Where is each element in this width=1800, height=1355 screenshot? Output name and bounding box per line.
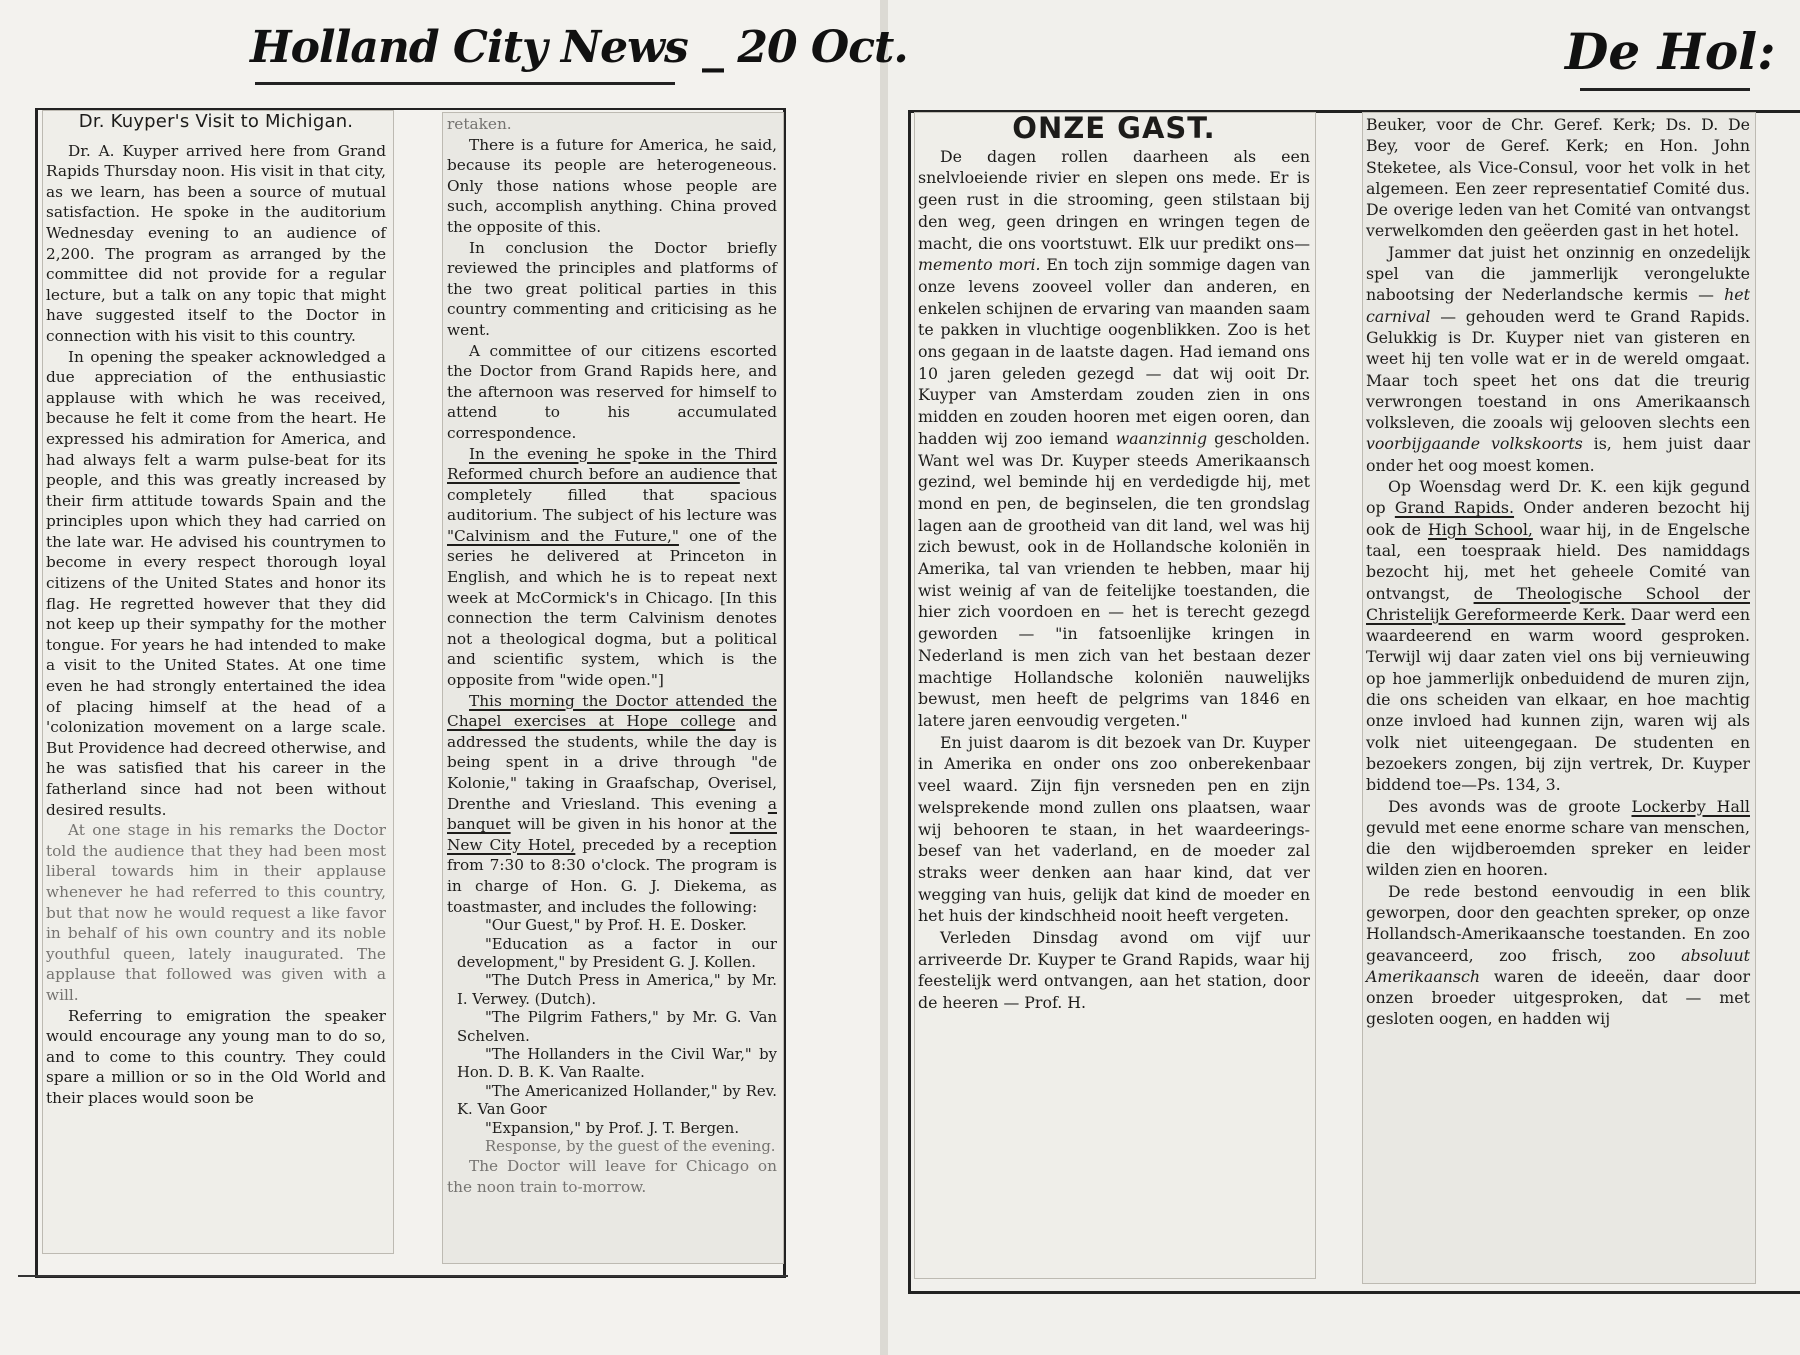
underlined-phrase: Lockerby Hall (1631, 796, 1750, 816)
book-gutter (880, 0, 888, 1355)
list-item: Response, by the guest of the evening. (485, 1138, 776, 1156)
article-column (1366, 114, 1750, 1030)
article-paragraph: Referring to emigration the speaker would encourage any young man to do so, and to come to this country. They could spare a million or so in the Old World and their places would soon be (46, 1006, 386, 1107)
underlined-phrase: a banquet (447, 794, 777, 834)
text-run: will be given in his honor (510, 815, 730, 834)
list-item: "Our Guest," by Prof. H. E. Dosker. (485, 917, 747, 935)
list-item: "The Hollanders in the Civil War," by Hon. D. B. K. Van Raalte. (457, 1046, 777, 1082)
article-paragraph (1366, 881, 1750, 1030)
article-paragraph: In opening the speaker acknowledged a due appreciation of the enthusiastic applause with which he was received, because he felt it come from the heart. He expressed his admiration for America, and had always felt a warm pulse-beat for its people, and this was greatly increased by their firm attitude towards Spain and the principles upon which they had carried on the late war. He advised his countrymen to become in every respect thorough loyal citizens of the United States and honor its flag. He regretted however that they did not keep up their sympathy for the mother tongue. For years he had intended to make a visit to the United States. At one time even he had strongly entertained the idea of placing himself at the head of a 'colonization movement on a large scale. But Providence had decreed otherwise, and he was satisfied that his career in the fatherland since had not been without desired results. (46, 347, 386, 819)
article-column (447, 114, 777, 1198)
text-run: and addressed the students, while the day is being spent in a drive through "de Kolonie," taking in Graafschap, Overisel, Drenthe and Vriesland. This evening (447, 712, 777, 813)
italic-phrase: waanzinnig (1115, 428, 1208, 448)
underlined-phrase: "Calvinism and the Future," (447, 526, 679, 545)
text-run: — gehouden werd te Grand Rapids. Gelukkig is Dr. Kuyper niet van gisteren en weet hij ten volle wat er in de wereld omgaat. Maar toch speet het ons dat die treurig verwrongen toestand in ons Amerikaansch volksleven, die zooals wij gelooven slechts een (1366, 306, 1750, 433)
article-headline: ONZE GAST. (1012, 111, 1216, 145)
article-paragraph (1366, 242, 1750, 476)
text-run: waar hij, in de Engelsche taal, een toespraak hield. Des namiddags bezocht hij, met het geheele Comité van ontvangst, (1366, 519, 1750, 603)
text-run: Op Woensdag werd Dr. K. een kijk gegund op (1366, 477, 1750, 518)
article-paragraph: The Doctor will leave for Chicago on the noon train to-morrow. (447, 1157, 777, 1197)
article-paragraph: There is a future for America, he said, because its people are heterogeneous. Only those nations whose people are such, accomplish anything. China proved the opposite of this. (447, 135, 777, 236)
article-paragraph: At one stage in his remarks the Doctor told the audience that they had been most liberal towards him in their applause whenever he had referred to this country, but that now he would request a like favor in behalf of his own country and its noble youthful queen, lately inaugurated. The applause that followed was given with a will. (46, 821, 386, 1004)
text-run: Daar werd een waardeerend en warm woord gesproken. Terwijl wij daar zaten viel ons bij vernieuwing op hoe jammerlijk onbeduidend de muren zijn, die ons scheiden van elkaar, en hoe machtig onze invloed had kunnen zijn, waren wij als volk niet uiteengegaan. De studenten en bezoekers zongen, bij zijn vertrek, Dr. Kuyper biddend toe—Ps. 134, 3. (1366, 604, 1750, 795)
article-headline: Dr. Kuyper's Visit to Michigan. (78, 111, 354, 132)
text-run: is, hem juist daar onder het oog moest komen. (1366, 434, 1750, 475)
text-run: Des avonds was de groote (1388, 796, 1632, 816)
text-run: En toch zijn sommige dagen van onze levens zooveel voller dan anderen, en enkelen schijnen de ervaring van maanden saam te pakken in vluchtige oogenblikken. Zoo is het ons gegaan in de laatste dagen. Had iemand ons 10 jaren geleden gezegd — dat wij ooit Dr. Kuyper van Amsterdam zouden zien in ons midden en zouden hooren met eigen ooren, dan hadden wij zoo iemand (918, 255, 1310, 448)
text-run: Onder anderen bezocht hij ook de (1366, 498, 1750, 539)
text-run: waren de ideeën, daar door onzen broeder uitgesproken, dat — met gesloten oogen, en hadden wij (1366, 966, 1750, 1029)
text-run: that completely filled that spacious auditorium. The subject of his lecture was (447, 465, 777, 525)
article-paragraph: Beuker, voor de Chr. Geref. Kerk; Ds. D. De Bey, voor de Geref. Kerk; en Hon. John Steketee, als Vice-Consul, voor het volk in het algemeen. Een zeer representatief Comité dus. De overige leden van het Comité van ontvangst verwelkomden den geëerden gast in het hotel. (1366, 115, 1750, 241)
handwritten-source-note-right: De Hol: (1565, 22, 1776, 81)
article-paragraph: In conclusion the Doctor briefly reviewed the principles and platforms of the two great political parties in this country commenting and criticising as he went. (447, 238, 777, 339)
italic-phrase: voorbijgaande volkskoorts (1366, 434, 1583, 454)
list-item: "Expansion," by Prof. J. T. Bergen. (485, 1119, 740, 1137)
underlined-phrase: This morning the Doctor attended the Chapel exercises at Hope college (447, 691, 777, 731)
text-run: De rede bestond eenvoudig in een blik geworpen, door den geachten spreker, op onze Hollandsch-Amerikaansche toestanden. En zoo geavanceerd, zoo frisch, zoo (1366, 881, 1750, 965)
article-paragraph (918, 146, 1310, 732)
article-paragraph (447, 444, 777, 691)
article-paragraph: A committee of our citizens escorted the Doctor from Grand Rapids here, and the afternoon was reserved for himself to attend to his accumulated correspondence. (447, 341, 777, 442)
underlined-phrase: High School, (1427, 519, 1533, 539)
text-run: gescholden. Want wel was Dr. Kuyper steeds Amerikaansch gezind, wel beminde hij en verdedigde hij, met mond en pen, de beginselen, die ten grondslag lagen aan de grootheid van dit land, wel was hij zich bewust, ook in de Hollandsche koloniën in Amerika, tal van vrienden te hebben, maar hij wist weinig af van de feitelijke toestanden, die hier zich voordoen en — het is terecht gezegd geworden — "in fatsoenlijke kringen in Nederland is men zich van het bestaan dezer machtige Hollandsche koloniën nauwelijks bewust, men heeft de pelgrims van 1846 en latere jaren eenvoudig vergeten." (918, 428, 1310, 730)
mount-shadow-line (18, 1275, 788, 1277)
text-run: Jammer dat juist het onzinnig en onzedelijk spel van die jammerlijk verongelukte nabootsing der Nederlandsche kermis — (1366, 242, 1750, 305)
list-item: "The Pilgrim Fathers," by Mr. G. Van Schelven. (457, 1009, 777, 1045)
italic-phrase: memento mori. (918, 255, 1041, 275)
article-paragraph (1366, 796, 1750, 881)
underlined-phrase: at the New City Hotel, (447, 815, 777, 854)
article-column (46, 112, 386, 1109)
article-paragraph: Dr. A. Kuyper arrived here from Grand Rapids Thursday noon. His visit in that city, as we learn, has been a source of mutual satisfaction. He spoke in the auditorium Wednesday evening to an audience of 2,200. The program as arranged by the committee did not provide for a regular lecture, but a talk on any topic that might have suggested itself to the Doctor in connection with his visit to this country. (46, 141, 386, 345)
article-paragraph: Verleden Dinsdag avond om vijf uur arriveerde Dr. Kuyper te Grand Rapids, waar hij feestelijk werd ontvangen, aan het station, door de heeren — Prof. H. (918, 928, 1310, 1013)
article-paragraph: En juist daarom is dit bezoek van Dr. Kuyper in Amerika en onder ons zoo onberekenbaar veel waard. Zijn fijn versneden pen en zijn welsprekende mond zullen ons plaatsen, waar wij behooren te staan, in het waardeerings-besef van het vaderland, en de moeder zal straks weer denken aan haar kind, dat ver wegging van huis, gelijk dat kind de moeder en het huis der kindschheid nooit heeft vergeten. (918, 732, 1310, 926)
text-run: preceded by a reception from 7:30 to 8:30 o'clock. The program is in charge of Hon. G. J. Diekema, as toastmaster, and includes the following: (447, 835, 777, 916)
article-paragraph (447, 691, 777, 918)
handwriting-underline (255, 82, 675, 85)
article-column (918, 111, 1310, 1014)
italic-phrase: het carnival (1366, 285, 1750, 326)
text-run: De dagen rollen daarheen als een snelvloeiende rivier en slepen ons mede. Er is geen rust in die strooming, geen stilstaan bij den weg, geen dringen en wringen tegen de macht, die ons voortstuwt. Elk uur predikt ons— (918, 146, 1310, 253)
underlined-phrase: Grand Rapids. (1394, 498, 1515, 518)
underlined-phrase: In the evening he spoke in the Third Reformed church before an audience (447, 444, 777, 484)
underlined-phrase: de Theologische School der Christelijk Gereformeerde Kerk. (1366, 583, 1750, 624)
toast-list (457, 917, 777, 1156)
text-run: gevuld met eene enorme schare van menschen, die den wijdberoemden spreker en leider wilden zien en hooren. (1366, 817, 1750, 880)
italic-phrase: absoluut Amerikaansch (1366, 945, 1750, 986)
handwriting-underline (1580, 88, 1750, 91)
list-item: "The Dutch Press in America," by Mr. I. Verwey. (Dutch). (457, 972, 777, 1008)
handwritten-source-note-left: Holland City News _ 20 Oct. (250, 22, 908, 73)
text-run: one of the series he delivered at Princeton in English, and which he is to repeat next week at McCormick's in Chicago. [In this connection the term Calvinism denotes not a theological dogma, but a political and scientific system, which is the opposite from "wide open."] (447, 526, 777, 690)
list-item: "Education as a factor in our development," by President G. J. Kollen. (457, 935, 777, 971)
article-paragraph (1366, 476, 1750, 795)
article-paragraph: retaken. (447, 115, 512, 133)
list-item: "The Americanized Hollander," by Rev. K. Van Goor (457, 1082, 777, 1119)
